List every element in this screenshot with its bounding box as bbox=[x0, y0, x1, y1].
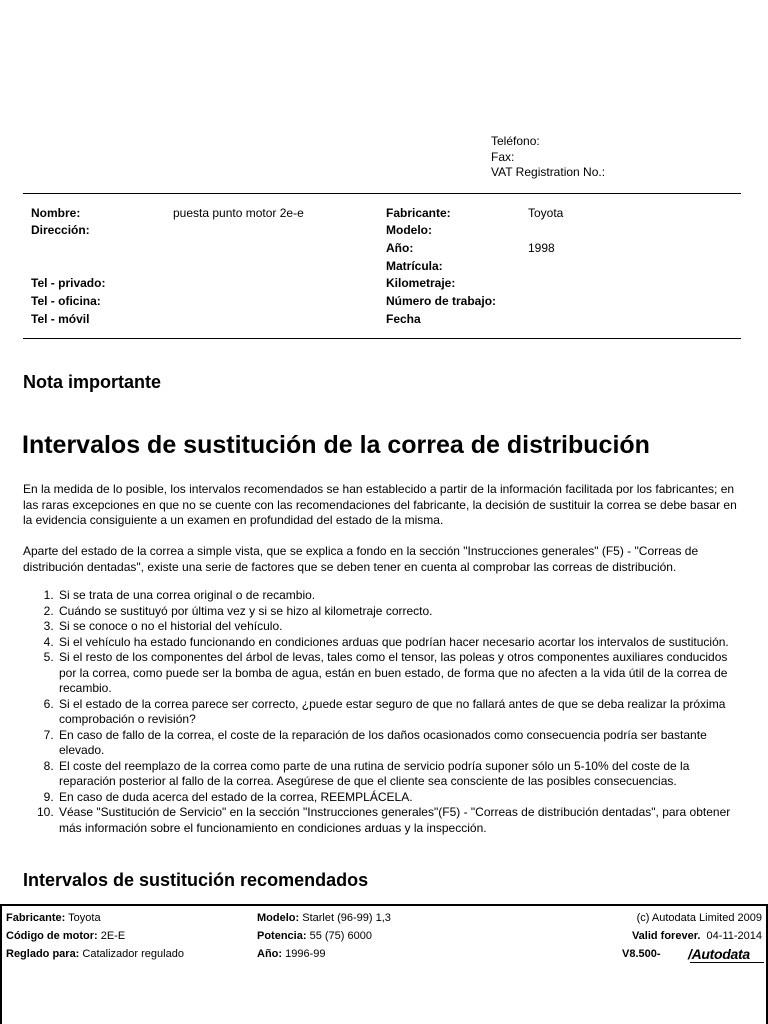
contact-block bbox=[491, 134, 605, 181]
footer-codigo-value: 2E-E bbox=[100, 930, 126, 942]
footer-valid bbox=[632, 930, 762, 942]
tel-oficina-label: Tel - oficina: bbox=[31, 294, 101, 308]
footer-reglado bbox=[6, 948, 184, 960]
footer-fabricante bbox=[6, 912, 101, 924]
fecha-label: Fecha bbox=[386, 312, 421, 326]
fabricante-label: Fabricante: bbox=[386, 206, 451, 220]
list-item: 3. Si se conoce o no el historial del vehículo. bbox=[57, 619, 743, 635]
factor-list bbox=[23, 588, 743, 836]
footer-box bbox=[0, 904, 768, 1024]
footer-version: V8.500- bbox=[622, 948, 661, 960]
list-item: 10. Véase "Sustitución de Servicio" en la sección "Instrucciones generales"(F5) - "Correas de distribución dentadas", para obtener más información sobre el funcionamiento en condiciones arduas y la inspección. bbox=[57, 805, 743, 836]
nombre-value: puesta punto motor 2e-e bbox=[173, 206, 304, 220]
footer-reglado-label: Reglado para: bbox=[6, 948, 80, 960]
list-item: 9. En caso de duda acerca del estado de la correa, REEMPLÁCELA. bbox=[57, 790, 743, 806]
trabajo-label: Número de trabajo: bbox=[386, 294, 497, 308]
nombre-label: Nombre: bbox=[31, 206, 81, 220]
footer-fabricante-value: Toyota bbox=[68, 912, 101, 924]
recommended-intervals-heading: Intervalos de sustitución recomendados bbox=[23, 870, 369, 890]
footer-potencia-label: Potencia: bbox=[257, 930, 307, 942]
list-item: 6. Si el estado de la correa parece ser correcto, ¿puede estar seguro de que no fallará antes de que se deba realizar la próxima comprobación o revisión? bbox=[57, 697, 743, 728]
kilometraje-label: Kilometraje: bbox=[386, 276, 456, 290]
footer-potencia bbox=[257, 930, 372, 942]
footer-ano bbox=[257, 948, 325, 960]
footer-codigo bbox=[6, 930, 125, 942]
logo-underline bbox=[690, 962, 764, 963]
list-item: 1. Si se trata de una correa original o de recambio. bbox=[57, 588, 743, 604]
ano-value: 1998 bbox=[528, 241, 555, 255]
footer-valid-date: 04-11-2014 bbox=[706, 930, 762, 942]
ano-label: Año: bbox=[386, 241, 414, 255]
matricula-label: Matrícula: bbox=[386, 259, 443, 273]
footer-fabricante-label: Fabricante: bbox=[6, 912, 66, 924]
footer-reglado-value: Catalizador regulado bbox=[82, 948, 184, 960]
footer-ano-label: Año: bbox=[257, 948, 283, 960]
list-item: 5. Si el resto de los componentes del árbol de levas, tales como el tensor, las poleas y otros componentes auxiliares conducidos por la correa, como puede ser la bomba de agua, están en buen estado, de forma que no afecten a la vida útil de la correa de recambio. bbox=[57, 650, 743, 697]
list-item: 8. El coste del reemplazo de la correa como parte de una rutina de servicio podría suponer sólo un 5-10% del coste de la reparación posterior al fallo de la correa. Asegúrese de que el cliente sea consciente de las posibles consecuencias. bbox=[57, 759, 743, 790]
list-item: 4. Si el vehículo ha estado funcionando en condiciones arduas que podrían hacer necesario acortar los intervalos de sustitución. bbox=[57, 635, 743, 651]
tel-privado-label: Tel - privado: bbox=[31, 276, 106, 290]
info-divider bbox=[23, 338, 741, 339]
tel-movil-label: Tel - móvil bbox=[31, 312, 90, 326]
fabricante-value: Toyota bbox=[528, 206, 564, 220]
list-item: 2. Cuándo se sustituyó por última vez y si se hizo al kilometraje correcto. bbox=[57, 604, 743, 620]
top-divider bbox=[23, 193, 741, 194]
fax-label: Fax: bbox=[491, 149, 515, 164]
footer-modelo-value: Starlet (96-99) 1,3 bbox=[302, 912, 391, 924]
phone-label: Teléfono: bbox=[491, 134, 540, 148]
footer-modelo-label: Modelo: bbox=[257, 912, 300, 924]
footer-modelo bbox=[257, 912, 391, 924]
modelo-label: Modelo: bbox=[386, 223, 432, 237]
factors-paragraph: Aparte del estado de la correa a simple vista, que se explica a fondo en la sección "Instrucciones generales" (F5) - "Correas de distribución dentadas", existe una serie de factores que se deben tener en cuenta al comprobar las correas de distribución. bbox=[23, 544, 699, 574]
footer-valid-label: Valid forever. bbox=[631, 930, 701, 942]
direccion-label: Dirección: bbox=[31, 223, 90, 237]
intro-paragraph: En la medida de lo posible, los intervalos recomendados se han establecido a partir de la información facilitada por los fabricantes; en las raras excepciones en que no se cuente con las recomendaciones del fabricante, la decisión de sustituir la correa se debe basar en la evidencia consiguiente a un examen en profundidad del estado de la misma. bbox=[23, 482, 737, 527]
footer-potencia-value: 55 (75) 6000 bbox=[309, 930, 372, 942]
footer-copyright: (c) Autodata Limited 2009 bbox=[636, 912, 762, 924]
footer-ano-value: 1996-99 bbox=[285, 948, 326, 960]
list-item: 7. En caso de fallo de la correa, el coste de la reparación de los daños ocasionados como consecuencia podría ser bastante elevado. bbox=[57, 728, 743, 759]
note-heading: Nota importante bbox=[23, 372, 162, 392]
vat-label: VAT Registration No.: bbox=[491, 165, 606, 179]
footer-codigo-label: Código de motor: bbox=[6, 930, 98, 942]
autodata-logo: /Autodata bbox=[688, 946, 750, 962]
main-heading: Intervalos de sustitución de la correa de distribución bbox=[22, 431, 650, 459]
